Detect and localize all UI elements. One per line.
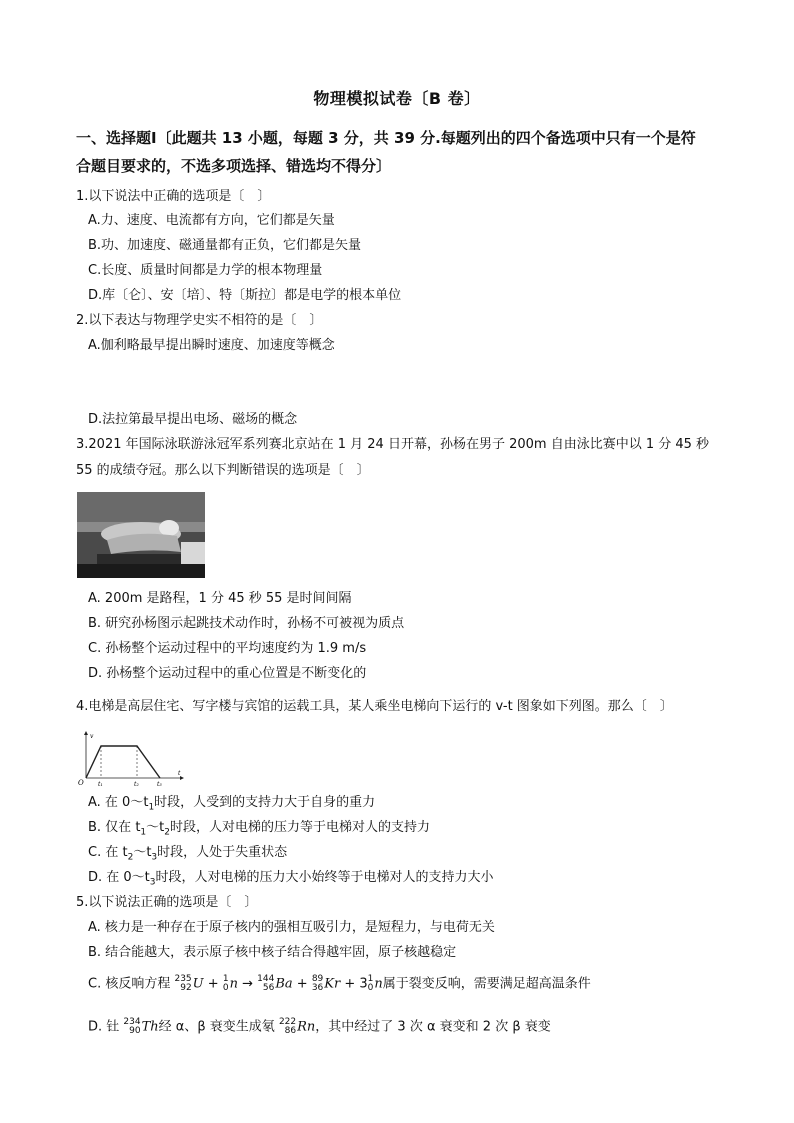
vt-graph-t-arrow — [180, 776, 184, 780]
question-5-option-d: D. 钍 234 90Th经 α、β 衰变生成氡 222 86Rn，其中经过了 3 次 α 衰变和 2 次 β 衰变 — [88, 1017, 551, 1036]
question-3-stem-line-2: 55 的成绩夺冠。那么以下判断错误的选项是〔 〕 — [76, 463, 370, 478]
question-5-option-c: C. 核反响方程 235 92U + 1 0n → 144 56Ba + 89 36Kr + 31 0n属于裂变反响，需要满足超高温条件 — [88, 974, 591, 993]
question-5-option-a: A. 核力是一种存在于原子核内的强相互吸引力，是短程力，与电荷无关 — [88, 920, 495, 935]
question-1-option-d: D.库〔仑〕、安〔培〕、特〔斯拉〕都是电学的根本单位 — [88, 288, 402, 303]
neutron-nuclide-numbers-2: 1 0 — [367, 974, 374, 993]
vt-graph-origin-label: O — [78, 779, 84, 787]
question-1-stem: 1.以下说法中正确的选项是〔 〕 — [76, 189, 271, 204]
question-3-option-c: C. 孙杨整个运动过程中的平均速度约为 1.9 m/s — [88, 641, 367, 656]
question-2-option-d: D.法拉第最早提出电场、磁场的概念 — [88, 412, 298, 427]
question-3-stem-line-1: 3.2021 年国际泳联游泳冠军系列赛北京站在 1 月 24 日开幕，孙杨在男子 200m 自由泳比赛中以 1 分 45 秒 — [76, 437, 710, 452]
question-5-stem: 5.以下说法正确的选项是〔 〕 — [76, 895, 258, 910]
section-heading — [76, 124, 722, 180]
question-3-option-a: A. 200m 是路程，1 分 45 秒 55 是时间间隔 — [88, 591, 352, 606]
question-4-stem: 4.电梯是高层住宅、写字楼与宾馆的运载工具，某人乘坐电梯向下运行的 v-t 图象如下列图。那么〔 〕 — [76, 699, 673, 714]
uranium-nuclide-numbers: 235 92 — [174, 974, 192, 993]
question-1-option-a: A.力、速度、电流都有方向，它们都是矢量 — [88, 213, 335, 228]
swimmer-photo-art — [77, 492, 205, 578]
neutron-nuclide-numbers: 1 0 — [222, 974, 229, 993]
question-4-option-c: C. 在 $t_2\sim t_3$时段，人处于失重状态 — [88, 845, 288, 863]
question-3-option-b: B. 研究孙杨图示起跳技术动作时，孙杨不可被视为质点 — [88, 616, 405, 631]
vt-graph-v-label: v — [90, 733, 94, 740]
question-1-option-c: C.长度、质量时间都是力学的根本物理量 — [88, 263, 323, 278]
radon-nuclide-numbers: 222 86 — [278, 1017, 297, 1036]
vt-graph — [76, 730, 186, 788]
vt-graph-t-label: t — [178, 770, 181, 777]
question-3-option-d: D. 孙杨整个运动过程中的重心位置是不断变化的 — [88, 666, 367, 681]
question-4-option-a: A. 在 $0\sim t_1$时段，人受到的支持力大于自身的重力 — [88, 795, 376, 813]
vt-graph-t1-label: t₁ — [98, 781, 103, 788]
section-heading-line-1: 一、选择题Ⅰ〔此题共 13 小题，每题 3 分，共 39 分.每题列出的四个备选项中只有一个是符 — [76, 129, 696, 147]
question-4-option-d: D. 在 $0\sim t_3$时段，人对电梯的压力大小始终等于电梯对人的支持力大小 — [88, 870, 494, 888]
question-5-option-b: B. 结合能越大，表示原子核中核子结合得越牢固，原子核越稳定 — [88, 945, 457, 960]
vt-graph-v-arrow — [84, 731, 88, 735]
question-4-option-b: B. 仅在 $t_1\sim t_2$时段，人对电梯的压力等于电梯对人的支持力 — [88, 820, 431, 838]
vt-graph-t2-label: t₂ — [134, 781, 139, 788]
section-heading-line-2: 合题目要求的，不选多项选择、错选均不得分〕 — [76, 157, 392, 175]
swimmer-photo — [77, 492, 205, 578]
question-2-stem: 2.以下表达与物理学史实不相符的是〔 〕 — [76, 313, 323, 328]
page-title: 物理模拟试卷〔B 卷〕 — [313, 89, 481, 108]
vt-graph-t3-label: t₃ — [157, 781, 162, 788]
barium-nuclide-numbers: 144 56 — [257, 974, 275, 993]
thorium-nuclide-numbers: 234 90 — [123, 1017, 141, 1036]
krypton-nuclide-numbers: 89 36 — [311, 974, 324, 993]
question-2-option-a: A.伽利略最早提出瞬时速度、加速度等概念 — [88, 338, 335, 353]
vt-graph-curve — [86, 746, 160, 778]
question-1-option-b: B.功、加速度、磁通量都有正负，它们都是矢量 — [88, 238, 362, 253]
